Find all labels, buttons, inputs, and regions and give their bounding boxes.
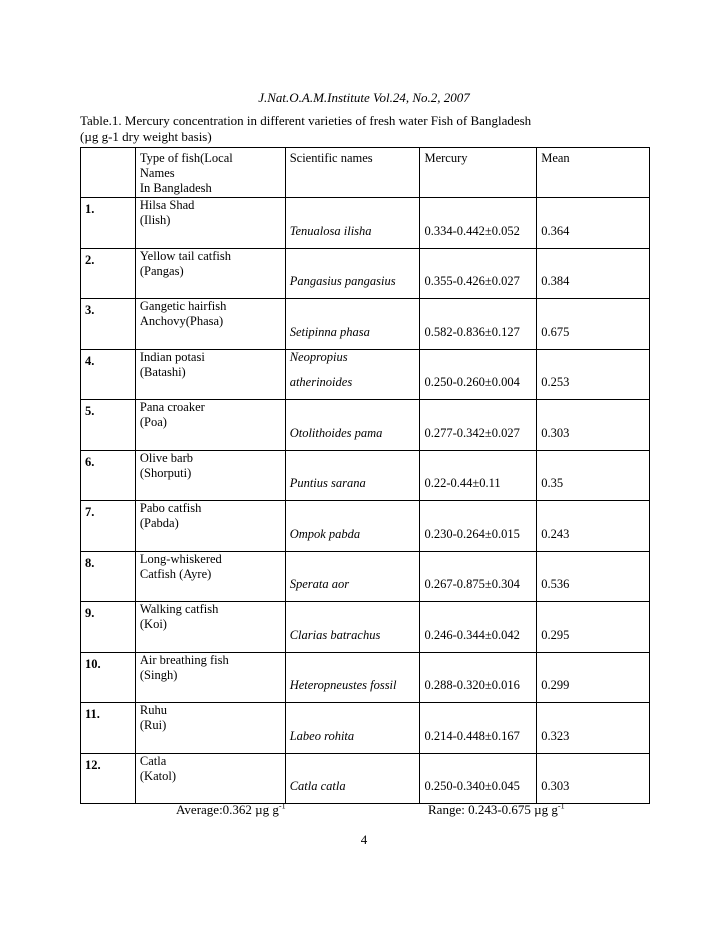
mercury-cell xyxy=(420,198,537,249)
scientific-name: atherinoides xyxy=(289,375,353,389)
mean-cell xyxy=(537,299,650,350)
mercury-value: 0.246-0.344±0.042 xyxy=(424,627,520,642)
mercury-cell xyxy=(420,602,537,653)
mercury-cell xyxy=(420,349,537,400)
scientific-name: Heteropneustes fossil xyxy=(289,678,397,692)
scientific-name-line-1: Neopropius xyxy=(289,349,348,364)
local-name-cell xyxy=(135,198,285,249)
local-name-line-1: Long-whiskered xyxy=(139,551,222,566)
mercury-value: 0.250-0.340±0.045 xyxy=(424,779,520,793)
row-number-text: 10. xyxy=(85,656,101,671)
scientific-name-cell xyxy=(285,602,420,653)
average-text: Average:0.362 µg g xyxy=(176,802,279,817)
local-name-cell xyxy=(135,551,285,602)
local-name-cell xyxy=(135,450,285,501)
local-name-line-2: (Rui) xyxy=(139,718,167,732)
local-name-line-1: Gangetic hairfish xyxy=(139,299,227,313)
journal-header: J.Nat.O.A.M.Institute Vol.24, No.2, 2007 xyxy=(258,90,470,105)
caption-line-1: Table.1. Mercury concentration in different varieties of fresh water Fish of Bangladesh xyxy=(80,113,532,128)
local-name-line-2: (Batashi) xyxy=(139,364,186,379)
row-number-text: 9. xyxy=(85,606,95,620)
mercury-table xyxy=(80,147,650,804)
local-name-line-2: (Katol) xyxy=(139,768,176,783)
mercury-value: 0.355-0.426±0.027 xyxy=(424,274,520,288)
header-mercury: Mercury xyxy=(420,148,537,198)
table-row xyxy=(81,753,650,804)
mean-cell xyxy=(537,652,650,703)
table-row xyxy=(81,299,650,350)
local-name-cell xyxy=(135,299,285,350)
range-text: Range: 0.243-0.675 µg g xyxy=(428,802,558,817)
local-name-line-1: Yellow tail catfish xyxy=(139,248,231,263)
local-name-line-2: Anchovy(Phasa) xyxy=(139,314,224,328)
table-row xyxy=(81,602,650,653)
scientific-name-cell xyxy=(285,450,420,501)
header-local-line-1: Type of fish(Local xyxy=(139,151,233,165)
local-name-cell xyxy=(135,753,285,804)
local-name-line-1: Pana croaker xyxy=(139,400,205,414)
header-scientific-names: Scientific names xyxy=(285,148,420,198)
mean-cell xyxy=(537,349,650,400)
mercury-value: 0.582-0.836±0.127 xyxy=(424,324,520,339)
row-number xyxy=(81,602,136,653)
local-name-cell xyxy=(135,349,285,400)
mercury-value: 0.214-0.448±0.167 xyxy=(424,728,520,743)
mercury-cell xyxy=(420,703,537,754)
table-row xyxy=(81,349,650,400)
row-number xyxy=(81,753,136,804)
local-name-cell xyxy=(135,602,285,653)
header-local-names xyxy=(135,148,285,198)
mean-cell xyxy=(537,450,650,501)
table-header-row xyxy=(81,148,650,198)
mercury-cell xyxy=(420,450,537,501)
local-name-line-2: (Shorputi) xyxy=(139,465,192,480)
scientific-name: Ompok pabda xyxy=(289,526,361,541)
local-name-line-1: Ruhu xyxy=(139,703,167,717)
scientific-name-cell xyxy=(285,400,420,451)
mercury-cell xyxy=(420,551,537,602)
row-number-text: 1. xyxy=(85,202,95,216)
mercury-value: 0.277-0.342±0.027 xyxy=(424,425,520,440)
local-name-cell xyxy=(135,652,285,703)
mean-value: 0.35 xyxy=(541,476,564,490)
local-name-line-2: (Koi) xyxy=(139,617,167,631)
mean-cell xyxy=(537,753,650,804)
header-mean: Mean xyxy=(537,148,650,198)
mean-value: 0.303 xyxy=(541,425,570,440)
row-number-text: 8. xyxy=(85,555,95,570)
row-number xyxy=(81,652,136,703)
mercury-value: 0.288-0.320±0.016 xyxy=(424,678,520,692)
mean-value: 0.384 xyxy=(541,274,570,288)
row-number-text: 4. xyxy=(85,353,95,368)
scientific-name: Clarias batrachus xyxy=(289,627,381,642)
header-local-line-3: In Bangladesh xyxy=(139,181,212,195)
footer-average xyxy=(176,802,286,818)
local-name-line-2: Catfish (Ayre) xyxy=(139,566,212,581)
table-row xyxy=(81,652,650,703)
mean-value: 0.675 xyxy=(541,324,570,339)
mean-cell xyxy=(537,198,650,249)
mercury-cell xyxy=(420,400,537,451)
scientific-name: Setipinna phasa xyxy=(289,324,370,339)
page-number: 4 xyxy=(360,832,368,847)
scientific-name-cell xyxy=(285,299,420,350)
mean-value: 0.253 xyxy=(541,375,570,389)
scientific-name-cell xyxy=(285,652,420,703)
mercury-value: 0.334-0.442±0.052 xyxy=(424,223,520,238)
table-row xyxy=(81,248,650,299)
local-name-line-1: Air breathing fish xyxy=(139,652,229,667)
mean-cell xyxy=(537,551,650,602)
local-name-cell xyxy=(135,400,285,451)
row-number xyxy=(81,450,136,501)
mercury-value: 0.250-0.260±0.004 xyxy=(424,375,520,389)
scientific-name: Labeo rohita xyxy=(289,728,355,743)
mean-value: 0.303 xyxy=(541,779,570,793)
mercury-cell xyxy=(420,299,537,350)
mean-value: 0.243 xyxy=(541,526,570,541)
table-row xyxy=(81,501,650,552)
scientific-name-cell xyxy=(285,753,420,804)
row-number-text: 2. xyxy=(85,252,95,267)
mercury-cell xyxy=(420,248,537,299)
local-name-line-1: Indian potasi xyxy=(139,349,205,364)
local-name-line-1: Hilsa Shad xyxy=(139,198,195,212)
row-number-text: 6. xyxy=(85,454,95,469)
row-number xyxy=(81,501,136,552)
table-caption xyxy=(80,113,531,145)
row-number-text: 3. xyxy=(85,303,95,317)
row-number-text: 5. xyxy=(85,404,95,418)
mercury-value: 0.230-0.264±0.015 xyxy=(424,526,520,541)
table-row xyxy=(81,551,650,602)
scientific-name-cell xyxy=(285,703,420,754)
local-name-line-1: Olive barb xyxy=(139,450,193,465)
row-number xyxy=(81,349,136,400)
mean-cell xyxy=(537,703,650,754)
scientific-name-cell xyxy=(285,198,420,249)
scientific-name: Otolithoides pama xyxy=(289,425,383,440)
range-sup: -1 xyxy=(557,801,565,811)
mercury-cell xyxy=(420,501,537,552)
local-name-cell xyxy=(135,703,285,754)
table-row xyxy=(81,703,650,754)
row-number-text: 11. xyxy=(85,707,100,721)
mercury-value: 0.22-0.44±0.11 xyxy=(424,476,501,490)
mean-cell xyxy=(537,400,650,451)
scientific-name-cell xyxy=(285,551,420,602)
scientific-name-cell xyxy=(285,248,420,299)
scientific-name: Pangasius pangasius xyxy=(289,274,396,288)
local-name-cell xyxy=(135,248,285,299)
mercury-cell xyxy=(420,652,537,703)
local-name-line-1: Catla xyxy=(139,753,167,768)
local-name-line-2: (Singh) xyxy=(139,667,178,682)
table-row xyxy=(81,400,650,451)
local-name-line-2: (Ilish) xyxy=(139,213,171,227)
mean-value: 0.536 xyxy=(541,577,570,591)
scientific-name: Tenualosa ilisha xyxy=(289,223,372,238)
scientific-name: Puntius sarana xyxy=(289,476,366,490)
row-number xyxy=(81,198,136,249)
mercury-cell xyxy=(420,753,537,804)
mean-cell xyxy=(537,248,650,299)
caption-line-2: (µg g-1 dry weight basis) xyxy=(80,129,212,144)
table-row xyxy=(81,198,650,249)
mean-cell xyxy=(537,602,650,653)
row-number xyxy=(81,299,136,350)
mean-value: 0.299 xyxy=(541,678,570,692)
mean-value: 0.364 xyxy=(541,223,570,238)
local-name-line-2: (Pabda) xyxy=(139,516,179,530)
scientific-name: Sperata aor xyxy=(289,577,350,591)
scientific-name-cell xyxy=(285,501,420,552)
local-name-cell xyxy=(135,501,285,552)
row-number xyxy=(81,248,136,299)
row-number xyxy=(81,703,136,754)
footer-range xyxy=(428,802,565,818)
local-name-line-1: Pabo catfish xyxy=(139,501,202,515)
local-name-line-1: Walking catfish xyxy=(139,602,219,616)
row-number xyxy=(81,551,136,602)
mean-cell xyxy=(537,501,650,552)
local-name-line-2: (Pangas) xyxy=(139,263,184,278)
scientific-name-cell xyxy=(285,349,420,400)
row-number xyxy=(81,400,136,451)
header-num-cell xyxy=(81,148,136,198)
mean-value: 0.295 xyxy=(541,627,570,642)
average-sup: -1 xyxy=(278,801,286,811)
table-row xyxy=(81,450,650,501)
local-name-line-2: (Poa) xyxy=(139,415,167,429)
row-number-text: 12. xyxy=(85,757,101,772)
mean-value: 0.323 xyxy=(541,728,570,743)
header-local-line-2: Names xyxy=(139,166,175,180)
scientific-name: Catla catla xyxy=(289,779,346,793)
row-number-text: 7. xyxy=(85,505,95,519)
mercury-value: 0.267-0.875±0.304 xyxy=(424,577,520,591)
